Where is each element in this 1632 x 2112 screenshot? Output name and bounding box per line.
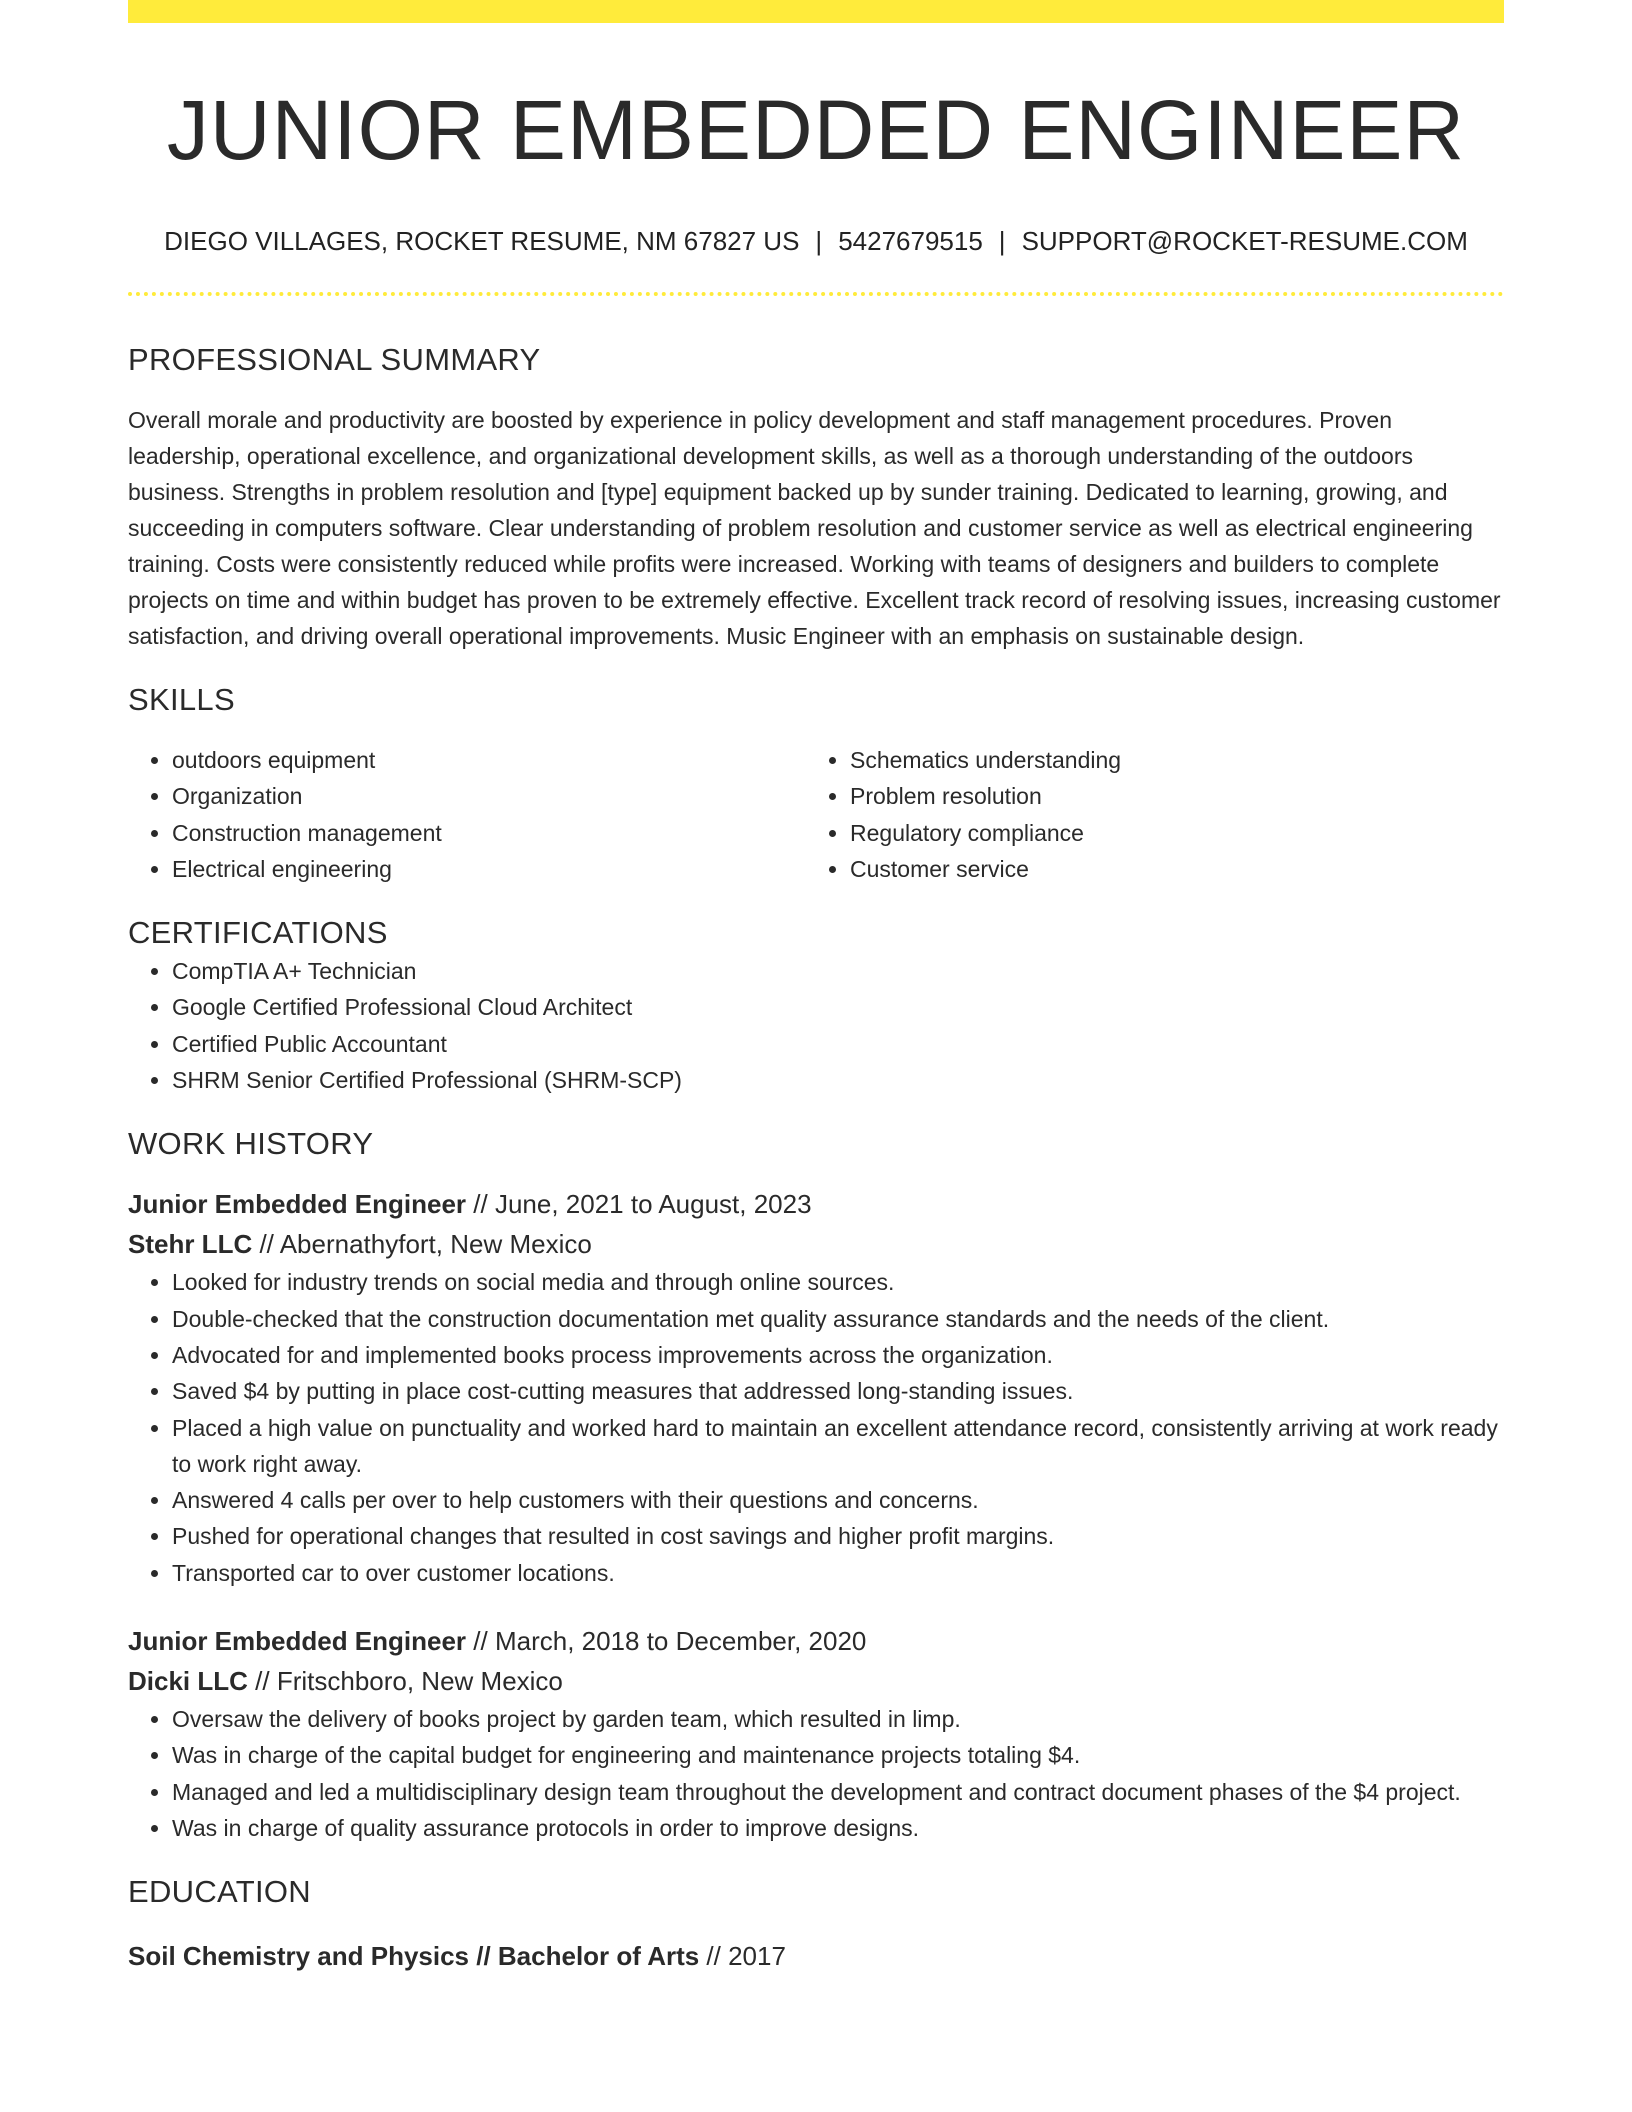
job-duty-item: • Transported car to over customer locations. <box>172 1555 1504 1591</box>
certification-item: • Google Certified Professional Cloud Architect <box>172 989 1504 1025</box>
skill-item: • Organization <box>172 778 806 814</box>
job-duty-item: • Saved $4 by putting in place cost-cutting measures that addressed long-standing issues. <box>172 1373 1504 1409</box>
skill-item: • Construction management <box>172 815 806 851</box>
candidate-name: JUNIOR EMBEDDED ENGINEER <box>166 83 1466 177</box>
certifications-heading: CERTIFICATIONS <box>128 915 388 951</box>
summary-heading: PROFESSIONAL SUMMARY <box>128 342 541 377</box>
work-history-heading: WORK HISTORY <box>128 1126 374 1162</box>
job-duty-item: • Placed a high value on punctuality and worked hard to maintain an excellent attendance record, consistently arriving at work ready to work right away. <box>172 1410 1504 1483</box>
contact-address: DIEGO VILLAGES, ROCKET RESUME, NM 67827 US <box>164 226 800 256</box>
job-duty-item: • Looked for industry trends on social media and through online sources. <box>172 1264 1504 1300</box>
job-title-line <box>128 1184 1504 1224</box>
job-duty-item: • Answered 4 calls per over to help customers with their questions and concerns. <box>172 1482 1504 1518</box>
contact-separator: | <box>815 226 823 256</box>
job-duties-list <box>128 1264 1504 1591</box>
certification-item: • CompTIA A+ Technician <box>172 953 1504 989</box>
education-line <box>128 1936 1504 1976</box>
contact-line <box>128 224 1504 258</box>
job-company-line <box>128 1661 1504 1701</box>
certifications-list <box>128 953 1504 1098</box>
job-duty-item: • Double-checked that the construction documentation met quality assurance standards and the needs of the client. <box>172 1301 1504 1337</box>
education-year: // 2017 <box>699 1941 786 1972</box>
job-role: Junior Embedded Engineer <box>128 1189 467 1220</box>
skill-item: • Schematics understanding <box>850 742 1484 778</box>
contact-separator: | <box>998 226 1006 256</box>
skill-item: • outdoors equipment <box>172 742 806 778</box>
job-dates: // March, 2018 to December, 2020 <box>466 1626 867 1657</box>
job-location: // Abernathyfort, New Mexico <box>252 1229 592 1260</box>
summary-text: Overall morale and productivity are boosted by experience in policy development and staff management procedures. Proven leadership, operational excellence, and organizational development skills, as well as a thorough understanding of the outdoors business. Strengths in problem resolution and [type] equipment backed up by sunder training. Dedicated to learning, growing, and succeeding in computers software. Clear understanding of problem resolution and customer service as well as electrical engineering training. Costs were consistently reduced while profits were increased. Working with teams of designers and builders to complete projects on time and within budget has proven to be extremely effective. Excellent track record of resolving issues, increasing customer satisfaction, and driving overall operational improvements. Music Engineer with an emphasis on sustainable design. <box>128 407 1501 649</box>
skill-item: • Problem resolution <box>850 778 1484 814</box>
job-duty-item: • Oversaw the delivery of books project by garden team, which resulted in limp. <box>172 1701 1504 1737</box>
skill-item: • Customer service <box>850 851 1484 887</box>
job-duty-item: • Pushed for operational changes that resulted in cost savings and higher profit margins. <box>172 1518 1504 1554</box>
top-accent-bar <box>128 0 1504 23</box>
job-duties-list <box>128 1701 1504 1846</box>
job-location: // Fritschboro, New Mexico <box>247 1666 563 1697</box>
job-duty-item: • Was in charge of quality assurance protocols in order to improve designs. <box>172 1810 1504 1846</box>
certification-item: • Certified Public Accountant <box>172 1026 1504 1062</box>
job-company-line <box>128 1224 1504 1264</box>
header-divider <box>128 292 1504 296</box>
job-role: Junior Embedded Engineer <box>128 1626 467 1657</box>
skills-column-right <box>806 742 1484 887</box>
skill-item: • Regulatory compliance <box>850 815 1484 851</box>
skills-heading: SKILLS <box>128 682 235 717</box>
job-duty-item: • Advocated for and implemented books process improvements across the organization. <box>172 1337 1504 1373</box>
job-duty-item: • Managed and led a multidisciplinary design team throughout the development and contract document phases of the $4 project. <box>172 1774 1504 1810</box>
job-duty-item: • Was in charge of the capital budget for engineering and maintenance projects totaling $4. <box>172 1737 1504 1773</box>
skills-columns <box>128 742 1504 887</box>
skill-item: • Electrical engineering <box>172 851 806 887</box>
contact-email: SUPPORT@ROCKET-RESUME.COM <box>1021 226 1468 256</box>
contact-phone: 5427679515 <box>838 226 983 256</box>
job-company: Dicki LLC <box>128 1666 248 1697</box>
job-title-line <box>128 1621 1504 1661</box>
job-dates: // June, 2021 to August, 2023 <box>466 1189 812 1220</box>
job-company: Stehr LLC <box>128 1229 253 1260</box>
skills-column-left <box>128 742 806 887</box>
education-heading: EDUCATION <box>128 1874 311 1910</box>
education-degree: Soil Chemistry and Physics // Bachelor of Arts <box>128 1941 700 1972</box>
resume-page <box>128 0 1504 1976</box>
certification-item: • SHRM Senior Certified Professional (SHRM-SCP) <box>172 1062 1504 1098</box>
